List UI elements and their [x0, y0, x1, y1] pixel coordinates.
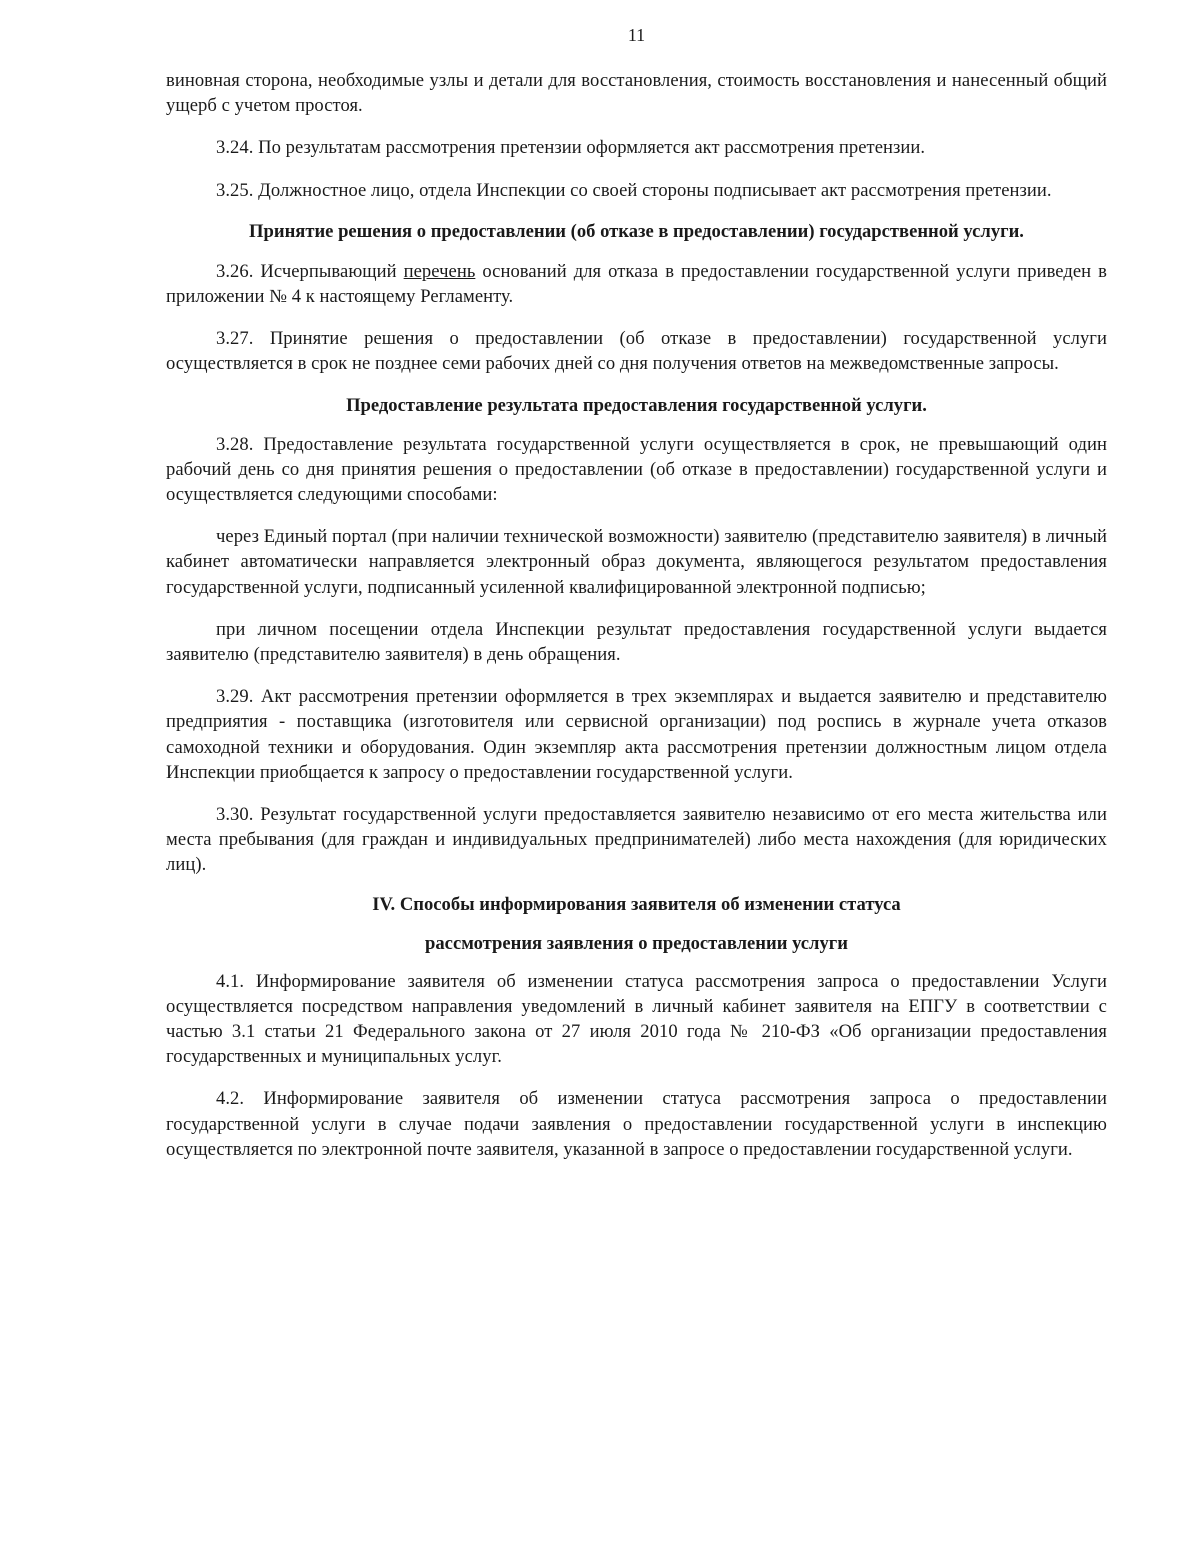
paragraph-3-28: 3.28. Предоставление результата государственной услуги осуществляется в срок, не превышающий один рабочий день со дня принятия решения о предоставлении (об отказе в предоставлении) государственной услуги и осуществляется следующими способами:: [166, 433, 1107, 506]
perechen-link[interactable]: перечень: [403, 260, 476, 282]
paragraph-4-1: 4.1. Информирование заявителя об изменении статуса рассмотрения запроса о предоставлении Услуги осуществляется посредством направления уведомлений в личный кабинет заявителя на ЕПГУ в соответствии с частью 3.1 статьи 21 Федерального закона от 27 июля 2010 года № 210-ФЗ «Об организации предоставления государственных и муниципальных услуг.: [166, 970, 1107, 1068]
paragraph-continuation: виновная сторона, необходимые узлы и детали для восстановления, стоимость восстановления и нанесенный общий ущерб с учетом простоя.: [166, 70, 1107, 117]
document-body: [166, 68, 1107, 1162]
section-heading-result: Предоставление результата предоставления государственной услуги.: [346, 394, 927, 416]
section-heading-iv-line1: IV. Способы информирования заявителя об изменении статуса: [372, 893, 901, 915]
paragraph-portal: через Единый портал (при наличии технической возможности) заявителю (представителю заявителя) в личный кабинет автоматически направляется электронный образ документа, являющегося результатом предоставления государственной услуги, подписанный усиленной квалифицированной электронной подписью;: [166, 526, 1107, 598]
paragraph-personal-visit: при личном посещении отдела Инспекции результат предоставления государственной услуги выдается заявителю (представителю заявителя) в день обращения.: [166, 618, 1107, 666]
section-heading-decision: Принятие решения о предоставлении (об отказе в предоставлении) государственной услуги.: [249, 220, 1024, 242]
section-heading-iv-line2: рассмотрения заявления о предоставлении услуги: [425, 932, 848, 954]
page-number: 11: [627, 25, 646, 45]
paragraph-3-26: [166, 259, 1107, 309]
paragraph-3-26-end: оснований для отказа в предоставлении государственной услуги приведен в приложении № 4 к настоящему Регламенту.: [166, 260, 1107, 308]
paragraph-3-24: 3.24. По результатам рассмотрения претензии оформляется акт рассмотрения претензии.: [216, 137, 926, 159]
paragraph-3-25: 3.25. Должностное лицо, отдела Инспекции со своей стороны подписывает акт рассмотрения претензии.: [216, 179, 1052, 201]
paragraph-4-2: 4.2. Информирование заявителя об изменении статуса рассмотрения запроса о предоставлении государственной услуги в случае подачи заявления о предоставлении государственной услуги в инспекцию осуществляется по электронной почте заявителя, указанной в запросе о предоставлении государственной услуги.: [166, 1088, 1107, 1160]
paragraph-3-30: 3.30. Результат государственной услуги предоставляется заявителю независимо от его места жительства или места пребывания (для граждан и индивидуальных предпринимателей) либо места нахождения (для юридических лиц).: [166, 804, 1107, 876]
paragraph-3-26-start: 3.26. Исчерпывающий: [216, 260, 404, 282]
paragraph-3-27: 3.27. Принятие решения о предоставлении (об отказе в предоставлении) государственной услуги осуществляется в срок не позднее семи рабочих дней со дня получения ответов на межведомственные запросы.: [166, 328, 1107, 375]
paragraph-3-29: 3.29. Акт рассмотрения претензии оформляется в трех экземплярах и выдается заявителю и представителю предприятия - поставщика (изготовителя или сервисной организации) под роспись в журнале учета отказов самоходной техники и оборудования. Один экземпляр акта рассмотрения претензии должностным лицом отдела Инспекции приобщается к запросу о предоставлении государственной услуги.: [166, 686, 1107, 783]
